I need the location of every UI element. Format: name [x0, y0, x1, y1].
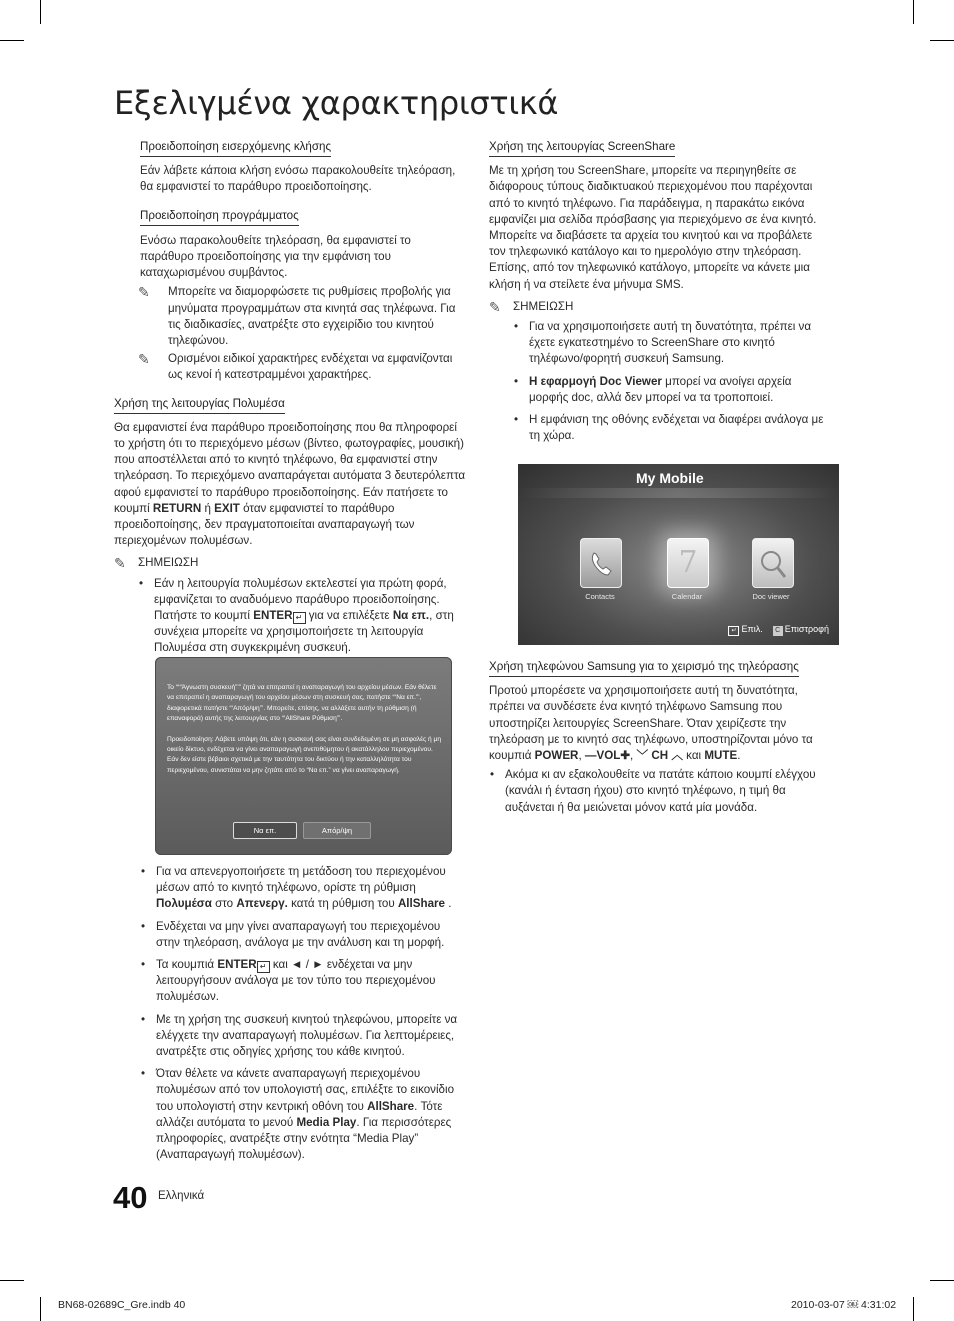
- back-hint: C Επιστροφή: [773, 624, 829, 636]
- crop-mark: [0, 40, 24, 41]
- list-item: • Για να απενεργοποιήσετε τη μετάδοση του περιεχομένου μέσων από το κινητό τηλέφωνο, ορίστε τη ρύθμιση Πολυμέσα στο Απενεργ. κατά τη ρύθμιση του AllShare .: [140, 864, 466, 913]
- select-hint: ↵ Επιλ.: [728, 624, 762, 636]
- crop-mark: [930, 1280, 954, 1281]
- title-bar: [518, 488, 839, 498]
- yes-button[interactable]: Να επ.: [233, 822, 297, 839]
- crop-mark: [913, 0, 914, 24]
- note-heading: ✎ ΣΗΜΕΙΩΣΗ: [489, 298, 574, 315]
- dialog-text: Το “‘“Άγνωστη συσκευή”’” ζητά να επιτραπεί η αναπαραγωγή του αρχείου μέσων. Εάν θέλετε να επιτραπεί η αναπαραγωγή του αρχείου μέσων στη συσκευή σας, πατήστε “‘Να επ.”’, διαφορετικά πατήστε “‘Απόρ/ψη”’. Μπορείτε, επίσης, να αλλάξετε αυτήν τη ρύθμιση (ή επαναφορά) αυτής της λειτουργίας στο “‘AllShare Ρύθμιση”’. Προειδοποίηση: Λάβετε υπόψη ότι, εάν η συσκευή σας είναι συνδεδεμένη σε μη ασφαλές ή μη οικείο δίκτυο, ενδέχεται να γίνει αναπαραγωγή ανεπιθύμητου ή ακατάλληλου περιεχομένου. Εάν δεν είστε βέβαιοι σχετικά με την ταυτότητα του δικτύου ή την καταλληλότητα του περιεχομένου, συνιστάται να μην ζητάτε από το “Να επ.” να γίνει αναπαραγωγή.: [167, 684, 441, 774]
- note-item: [138, 284, 466, 349]
- paragraph: Ενόσω παρακολουθείτε τηλεόραση, θα εμφανιστεί το παράθυρο προειδοποίησης για την εμφάνιση του καταχωρισμένου συμβάντος.: [140, 233, 411, 280]
- section-heading: Χρήση τηλεφώνου Samsung για το χειρισμό της τηλεόρασης: [489, 659, 799, 677]
- my-mobile-title: My Mobile: [636, 470, 704, 486]
- note-item: [138, 351, 466, 383]
- language-label: Ελληνικά: [158, 1190, 205, 1202]
- section-heading: Χρήση της λειτουργίας ScreenShare: [489, 139, 675, 157]
- page-number: 40: [113, 1180, 148, 1215]
- pencil-note-icon: ✎: [138, 351, 150, 368]
- paragraph: Προτού μπορέσετε να χρησιμοποιήσετε αυτή τη δυνατότητα, πρέπει να συνδέσετε ένα κινητό τηλέφωνο Samsung που υποστηρίζει λειτουργίες ScreenShare. Όταν χειρίζεστε την τηλεόραση με το κινητό σας τηλέφωνο, υποστηρίζονται μόνο τα κουμπιά POWER, —VOL✚, ﹀ CH ︿ και MUTE.: [489, 684, 813, 763]
- list-item: • Για να χρησιμοποιήσετε αυτή τη δυνατότητα, πρέπει να έχετε εγκατεστημένο το ScreenShare στο κινητό τηλέφωνο/φορητή συσκευή Samsung.: [513, 319, 829, 368]
- list-item: • Ακόμα κι αν εξακολουθείτε να πατάτε κάποιο κουμπί ελέγχου (κανάλι ή ένταση ήχου) στο κινητό τηλέφωνο, η τιμή θα αυξάνεται ή θα μειώνεται μόνον κατά μία μονάδα.: [489, 767, 829, 816]
- enter-icon: ↵: [728, 626, 739, 636]
- c-key-icon: C: [773, 626, 783, 636]
- doc-viewer-icon[interactable]: [752, 538, 794, 588]
- app-label: Contacts: [585, 592, 615, 601]
- warning-dialog: [155, 657, 452, 855]
- screen-footer: [728, 624, 829, 636]
- note-heading: ✎ ΣΗΜΕΙΩΣΗ: [114, 555, 199, 572]
- crop-mark: [40, 0, 41, 24]
- app-label: Calendar: [671, 592, 703, 601]
- crop-mark: [913, 1297, 914, 1321]
- section-heading: Προειδοποίηση προγράμματος: [140, 208, 299, 226]
- list-item: • Εάν η λειτουργία πολυμέσων εκτελεστεί για πρώτη φορά, εμφανίζεται το αναδυόμενο παράθυρο προειδοποίησης. Πατήστε το κουμπί ENTER ↵ για να επιλέξετε Να επ., στη συνέχεια μπορείτε να χρησιμοποιήσετε τη λειτουργία Πολυμέσα στη συγκεκριμένη συσκευή.: [138, 576, 466, 657]
- note-text: Ορισμένοι ειδικοί χαρακτήρες ενδέχεται να εμφανίζονται ως κενοί ή κατεστραμμένοι χαρακτήρες.: [168, 352, 453, 382]
- right-column-lower: [489, 659, 829, 822]
- note-list: [489, 767, 829, 816]
- list-item: • Με τη χρήση της συσκευή κινητού τηλεφώνου, μπορείτε να ελέγχετε την αναπαραγωγή πολυμέσων. Για λεπτομέρειες, ανατρέξτε στις οδηγίες χρήσης του κάθε κινητού.: [140, 1012, 466, 1061]
- contacts-icon[interactable]: [580, 538, 622, 588]
- crop-mark: [0, 1280, 24, 1281]
- reject-button[interactable]: Απόρ/ψη: [303, 822, 371, 839]
- app-label: Doc viewer: [752, 592, 790, 601]
- crop-mark: [40, 1297, 41, 1321]
- pencil-note-icon: ✎: [489, 298, 501, 315]
- page-title: Εξελιγμένα χαρακτηριστικά: [114, 84, 559, 122]
- left-column-lower: [140, 864, 466, 1169]
- enter-icon: ↵: [293, 612, 306, 624]
- paragraph: Εάν λάβετε κάποια κλήση ενόσω παρακολουθείτε τηλεόραση, θα εμφανιστεί το παράθυρο προειδοποίησης.: [140, 164, 456, 194]
- section-heading: Προειδοποίηση εισερχόμενης κλήσης: [140, 139, 331, 157]
- section-heading: Χρήση της λειτουργίας Πολυμέσα: [114, 396, 285, 414]
- note-text: Μπορείτε να διαμορφώσετε τις ρυθμίσεις προβολής για μηνύματα προγραμμάτων στα κινητά σας τηλέφωνα. Για τις διαδικασίες, ανατρέξτε στο εγχειρίδιο του κινητού τηλεφώνου.: [168, 285, 456, 348]
- list-item: • Η εμφάνιση της οθόνης ενδέχεται να διαφέρει ανάλογα με τη χώρα.: [513, 412, 829, 444]
- list-item: • Τα κουμπιά ENTER ↵ και ◄ / ► ενδέχεται να μην λειτουργήσουν ανάλογα με τον τύπο του περιεχομένου πολυμέσων.: [140, 957, 466, 1006]
- print-file-info: BN68-02689C_Gre.indb 40: [58, 1299, 186, 1311]
- crop-mark: [930, 40, 954, 41]
- note-list: [513, 319, 829, 444]
- note-list: [138, 576, 466, 657]
- calendar-day: 7: [678, 545, 698, 580]
- pencil-note-icon: ✎: [114, 555, 126, 572]
- note-list: [140, 864, 466, 1163]
- list-item: • Η εφαρμογή Doc Viewer μπορεί να ανοίγει αρχεία μορφής doc, αλλά δεν μπορεί να τα τροποποιεί.: [513, 374, 829, 406]
- enter-icon: ↵: [257, 961, 270, 973]
- list-item: • Όταν θέλετε να κάνετε αναπαραγωγή περιεχομένου πολυμέσων από τον υπολογιστή σας, επιλέξτε το εικονίδιο του υπολογιστή στην κεντρική οθόνη του AllShare. Τότε αλλάζει αυτόματα το μενού Media Play. Για περισσότερες πληροφορίες, ανατρέξτε στην ενότητα “Media Play” (Αναπαραγωγή πολυμέσων).: [140, 1066, 466, 1163]
- pencil-note-icon: ✎: [138, 284, 150, 301]
- my-mobile-screen: [518, 464, 839, 645]
- right-column: [489, 139, 829, 450]
- list-item: • Ενδέχεται να μην γίνει αναπαραγωγή του περιεχομένου στην τηλεόραση, ανάλογα με την ανάλυση και τη μορφή.: [140, 919, 466, 951]
- calendar-icon[interactable]: [667, 538, 709, 588]
- print-date-info: 2010-03-07 ￼ 4:31:02: [791, 1299, 897, 1311]
- left-column: [114, 139, 466, 663]
- paragraph: Με τη χρήση του ScreenShare, μπορείτε να περιηγηθείτε σε διάφορους τύπους διαδικτυακού περιεχομένου που παρέχονται από το κινητό τηλέφωνο. Για παράδειγμα, η παρακάτω εικόνα εμφανίζει μια σελίδα πρόσβασης για περιεχόμενο σε ένα κινητό. Μπορείτε να διαβάσετε τα αρχεία του κινητού και να προβάλετε τον τηλεφωνικό κατάλογο και το ημερολόγιο στην τηλεόραση. Επίσης, από τον τηλεφωνικό κατάλογο, μπορείτε να κάνετε μια κλήση ή να στείλετε ένα μήνυμα SMS.: [489, 164, 817, 291]
- paragraph: Θα εμφανιστεί ένα παράθυρο προειδοποίησης που θα πληροφορεί το χρήστη ότι το περιεχόμενο μέσων (βίντεο, φωτογραφίες, μουσική) που αποστέλλεται από το κινητό τηλέφωνο, θα εμφανιστεί στην τηλεόραση. Το περιεχόμενο αναπαράγεται αυτόματα 3 δευτερόλεπτα αφού εμφανιστεί το παράθυρο προειδοποίησης. Εάν πατήσετε το κουμπί RETURN ή EXIT όταν εμφανιστεί το παράθυρο προειδοποίησης, δεν πραγματοποιείται αναπαραγωγή των περιεχομένων πολυμέσων.: [114, 420, 466, 548]
